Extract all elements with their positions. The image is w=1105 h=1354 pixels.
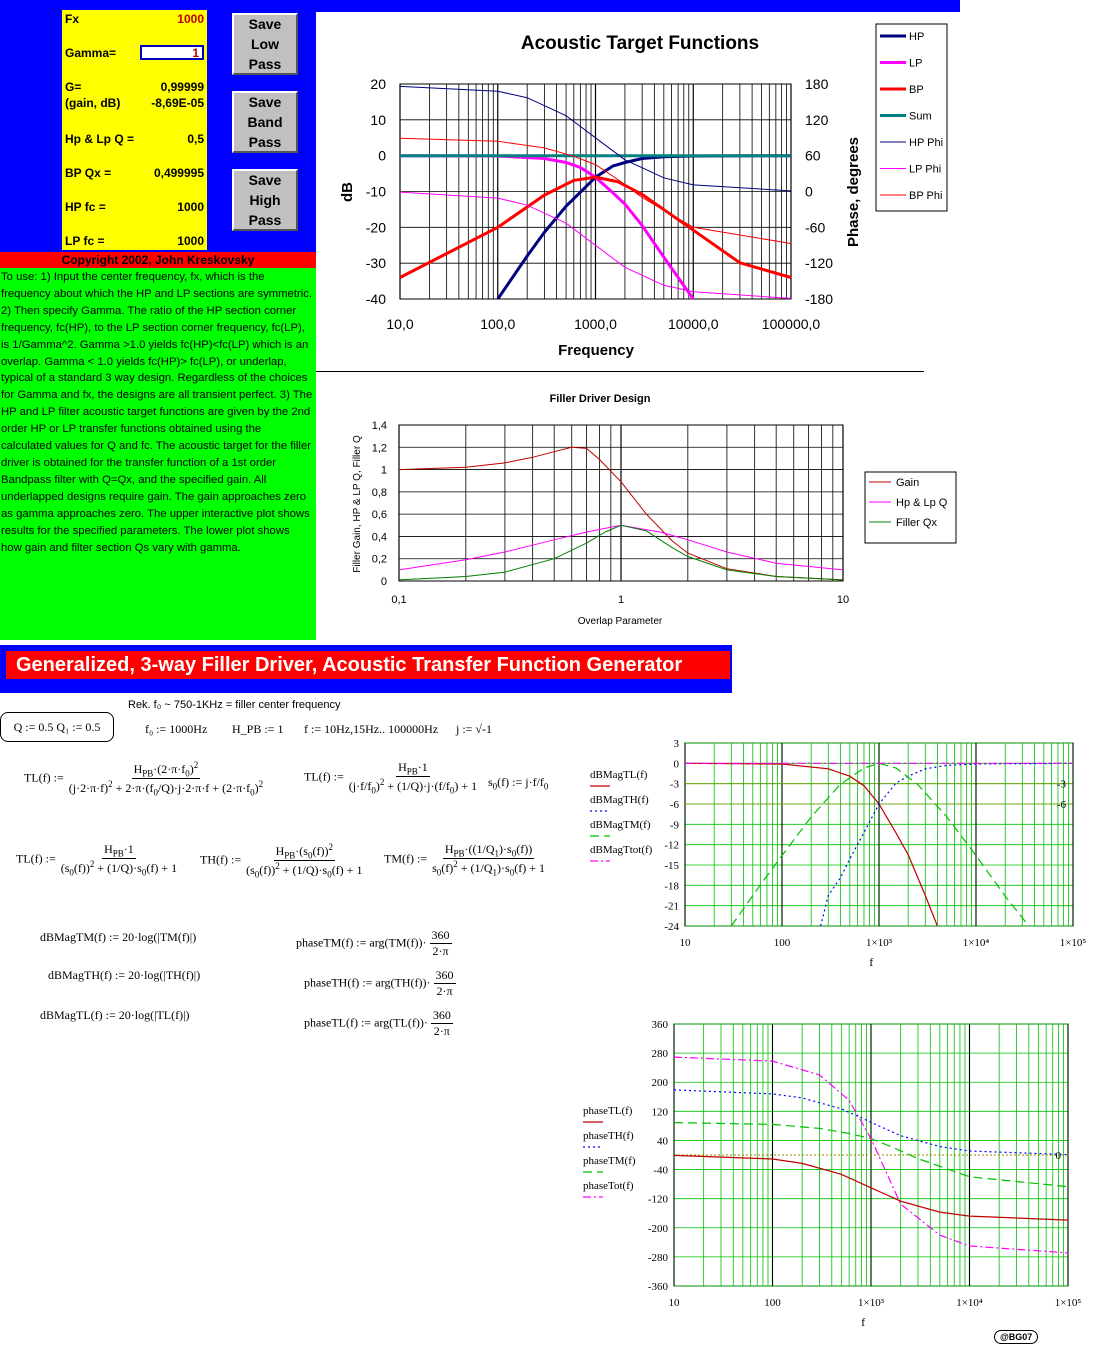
phase-tl-den: 2·π xyxy=(433,1024,450,1038)
legend-label: phaseTot(f) xyxy=(583,1180,634,1192)
banner-title: Generalized, 3-way Filler Driver, Acoustic Transfer Function Generator xyxy=(6,651,730,679)
f0-definition: f₀ := 1000Hz xyxy=(145,722,208,736)
legend-label: HP xyxy=(909,31,925,43)
fx-input[interactable]: 1000 xyxy=(177,12,204,26)
magnitude-plot xyxy=(585,708,1105,978)
y-tick-label: 0 xyxy=(380,576,387,588)
phase-th-den: 2·π xyxy=(436,984,453,998)
y-tick-label: 0 xyxy=(673,758,679,771)
save-low-pass-button[interactable]: Save Low Pass xyxy=(232,13,298,75)
phase-tm-den: 2·π xyxy=(432,944,449,958)
x-tick-label: 10,0 xyxy=(386,316,414,332)
legend-label: phaseTM(f) xyxy=(583,1155,636,1167)
y-tick-label: -18 xyxy=(664,880,679,893)
x-tick-label: 10 xyxy=(679,937,691,949)
x-tick-label: 1×10⁴ xyxy=(962,937,990,949)
legend-label: HP Phi xyxy=(909,137,944,149)
lp-fc-row xyxy=(65,234,204,250)
y-tick-label: -9 xyxy=(669,819,679,832)
g-row xyxy=(65,80,204,96)
y2-tick-label: 120 xyxy=(805,111,829,128)
y-tick-label: 360 xyxy=(651,1019,668,1031)
save-band-pass-button[interactable]: Save Band Pass xyxy=(232,91,298,153)
legend-label: LP Phi xyxy=(909,163,942,176)
legend-label: Filler Qx xyxy=(896,517,937,529)
y-tick-label: 120 xyxy=(651,1106,668,1119)
bp-qx-value: 0,499995 xyxy=(153,166,204,180)
y-tick-label: 0 xyxy=(378,147,386,164)
y-tick-label: -40 xyxy=(365,291,386,307)
y-tick-label: 0,6 xyxy=(371,509,387,522)
y-tick-label: 1 xyxy=(380,464,387,477)
acoustic-target-chart xyxy=(316,12,944,371)
x-tick-label: 100 xyxy=(773,937,791,949)
y-tick-label: 200 xyxy=(651,1077,668,1090)
y-tick-label: -30 xyxy=(365,255,386,272)
x-tick-label: 10 xyxy=(668,1297,680,1309)
x-tick-label: 1000,0 xyxy=(574,316,617,332)
x-tick-label: 1×10⁵ xyxy=(1054,1297,1082,1309)
hpb-definition: H_PB := 1 xyxy=(232,722,284,736)
x-tick-label: 10 xyxy=(836,594,850,606)
x-axis-label: Overlap Parameter xyxy=(577,616,663,627)
gamma-label: Gamma= xyxy=(65,46,117,60)
y-tick-label: -24 xyxy=(664,921,679,933)
tl-equation-normalized: TL(f) := $\frac{H_{PB}\cdot 1}{(j\cdot f/f_0)^2 + (1/Q)\cdot j\cdot(f/f_0) + 1}$ xyxy=(304,760,478,796)
fx-label: Fx xyxy=(65,12,80,26)
y2-tick-label: 0 xyxy=(805,183,813,200)
instructions-text: To use: 1) Input the center frequency, fx, which is the frequency about which the HP and LP sections are symmetric. 2) Then specify Gamma. The ratio of the HP section corner frequency, fc(HP), to the LP section corner frequency, fc(LP), is 1/Gamma^2. Gamma >1.0 yields fc(HP)<fc(LP) which is an overlap. Gamma < 1.0 yields fc(HP)> fc(LP), or underlap, typical of a standard 3 way design. Regardless of the choices for Gamma and fx, the designs are all transient perfect. 3) The HP and LP filter acoustic target functions are given by the 2nd order HP or LP transfer functions obtained using the calculated values for Q and fc. The acoustic target for the filler driver is obtained for the transfer function of a 1st order Bandpass filter with Q=Qx, and the specified gain. All underlapped designs require gain. The gain approaches zero as gamma approaches zero. The upper interactive plot shows results for the specified parameters. The lower plot shows how gain and filter section Qs vary with gamma. xyxy=(0,268,316,640)
save-high-pass-button[interactable]: Save High Pass xyxy=(232,169,298,231)
y2-tick-label: 60 xyxy=(805,147,821,164)
x-tick-label: 10000,0 xyxy=(667,316,719,332)
hplp-q-value: 0,5 xyxy=(187,132,204,146)
y-tick-label: -200 xyxy=(647,1222,668,1235)
marker-label: -6 xyxy=(1056,799,1066,811)
y-tick-label: 0,2 xyxy=(371,553,387,566)
legend-label: BP xyxy=(909,84,924,96)
y-tick-label: -6 xyxy=(669,799,679,811)
legend-label: phaseTH(f) xyxy=(583,1130,634,1142)
phase-th-text: phaseTH(f) := arg(TH(f))· xyxy=(304,975,431,990)
phase-th-definition xyxy=(304,968,456,999)
lp-fc-value: 1000 xyxy=(177,234,204,248)
hp-fc-value: 1000 xyxy=(177,200,204,214)
gain-db-label: (gain, dB) xyxy=(65,96,121,110)
phase-tl-num: 360 xyxy=(432,1008,451,1022)
y2-tick-label: -120 xyxy=(805,255,834,272)
lp-fc-label: LP fc = xyxy=(65,234,105,248)
parameter-panel xyxy=(62,10,207,250)
phase-tm-num: 360 xyxy=(431,928,450,942)
x-tick-label: 100 xyxy=(764,1297,781,1309)
legend-label: Gain xyxy=(896,477,920,489)
x-tick-label: 100,0 xyxy=(480,316,516,332)
j-definition: j := √-1 xyxy=(456,722,493,736)
y-tick-label: 10 xyxy=(370,111,386,128)
hp-fc-row xyxy=(65,200,204,216)
marker-label: -3 xyxy=(1056,778,1066,791)
y-tick-label: -10 xyxy=(365,183,386,200)
dbmag-th-definition: dBMagTH(f) := 20·log(|TH(f)|) xyxy=(48,968,201,982)
gain-db-row xyxy=(65,96,204,112)
y-tick-label: -3 xyxy=(669,778,679,791)
g-value: 0,99999 xyxy=(160,80,204,94)
y-tick-label: 1,4 xyxy=(371,420,387,432)
chart-divider xyxy=(316,371,924,372)
phase-tm-text: phaseTM(f) := arg(TM(f))· xyxy=(296,935,427,950)
y-axis-label: dB xyxy=(339,182,356,202)
hp-fc-label: HP fc = xyxy=(65,200,106,214)
q-definitions-box[interactable]: Q := 0.5 Q₁ := 0.5 xyxy=(0,712,114,742)
y-tick-label: 280 xyxy=(651,1048,668,1061)
gamma-input[interactable] xyxy=(140,45,204,60)
hplp-q-label: Hp & Lp Q = xyxy=(65,132,134,146)
center-frequency-note: Rek. f₀ ~ 750-1KHz = filler center frequency xyxy=(128,699,341,711)
y-tick-label: 0,8 xyxy=(371,486,387,499)
y-tick-label: 40 xyxy=(657,1135,668,1148)
y-tick-label: 0,4 xyxy=(371,531,387,544)
tl-equation-bandpass: TL(f) := $\frac{H_{PB}\cdot(2\cdot\pi\cdot f_0)^2}{(j\cdot 2\cdot\pi\cdot f)^2 + 2\cdot\pi\cdot(f_0/Q)\cdot j\cdot 2\cdot\pi\cdot f + (2\cdot\pi\cdot f_0)^2}$ xyxy=(24,760,264,798)
y-tick-label: -280 xyxy=(647,1251,668,1264)
x-tick-label: 1×10⁴ xyxy=(956,1297,983,1309)
x-axis-label: f xyxy=(869,955,874,969)
gamma-value: 1 xyxy=(192,46,199,60)
legend-label: dBMagTM(f) xyxy=(590,819,651,831)
x-tick-label: 1×10³ xyxy=(865,937,893,949)
fx-row xyxy=(65,12,204,28)
x-axis-label: f xyxy=(861,1315,866,1329)
y2-tick-label: -180 xyxy=(805,291,834,307)
g-label: G= xyxy=(65,80,82,94)
marker-label: 0 xyxy=(1055,1150,1061,1162)
legend-label: LP xyxy=(909,57,923,70)
chart-area xyxy=(316,12,948,640)
chart-title: Acoustic Target Functions xyxy=(520,33,760,54)
y-tick-label: -20 xyxy=(365,219,386,236)
th-equation: TH(f) := $\frac{H_{PB}\cdot(s_0(f))^2}{(s_0(f))^2 + (1/Q)\cdot s_0(f) + 1}$ xyxy=(200,842,363,880)
dbmag-tm-definition: dBMagTM(f) := 20·log(|TM(f)|) xyxy=(40,930,197,944)
legend-label: dBMagTH(f) xyxy=(590,794,649,806)
hplp-q-row xyxy=(65,132,204,148)
y2-tick-label: 180 xyxy=(805,76,829,92)
tl-equation-s0: TL(f) := $\frac{H_{PB}\cdot 1}{(s_0(f))^2 + (1/Q)\cdot s_0(f) + 1}$ xyxy=(16,842,178,878)
y-tick-label: 3 xyxy=(673,738,679,750)
phase-plot xyxy=(578,1014,1098,1334)
y2-tick-label: -60 xyxy=(805,219,826,236)
y-tick-label: -21 xyxy=(664,900,679,913)
legend-label: Hp & Lp Q xyxy=(896,497,948,509)
gain-db-value: -8,69E-05 xyxy=(151,96,204,110)
phase-th-num: 360 xyxy=(435,968,454,982)
legend-label: Sum xyxy=(909,110,932,123)
legend-label: dBMagTL(f) xyxy=(590,769,648,781)
chart-title: Filler Driver Design xyxy=(549,393,651,405)
y-tick-label: 1,2 xyxy=(371,442,387,455)
signature-badge: @BG07 xyxy=(994,1330,1038,1344)
copyright-bar: Copyright 2002, John Kreskovsky xyxy=(0,252,316,268)
y-tick-label: -12 xyxy=(664,839,679,852)
filler-driver-chart xyxy=(316,380,948,640)
x-tick-label: 1×10³ xyxy=(857,1297,885,1309)
phase-tl-text: phaseTL(f) := arg(TL(f))· xyxy=(304,1015,428,1030)
bp-qx-label: BP Qx = xyxy=(65,166,112,180)
y-tick-label: -120 xyxy=(647,1193,668,1206)
phase-tl-definition xyxy=(304,1008,453,1039)
y-tick-label: 20 xyxy=(370,76,386,92)
y-tick-label: -360 xyxy=(647,1281,668,1293)
x-tick-label: 1×10⁵ xyxy=(1059,937,1087,949)
x-tick-label: 0,1 xyxy=(391,594,407,606)
legend-label: phaseTL(f) xyxy=(583,1105,633,1117)
legend-label: BP Phi xyxy=(909,190,943,202)
bp-qx-row xyxy=(65,166,204,182)
frequency-range-definition: f := 10Hz,15Hz.. 100000Hz xyxy=(304,722,439,736)
x-tick-label: 100000,0 xyxy=(761,316,821,332)
phase-tm-definition xyxy=(296,928,452,959)
tm-equation: TM(f) := $\frac{H_{PB}\cdot((1/Q_1)\cdot s_0(f))}{s_0(f)^2 + (1/Q_1)\cdot s_0(f) + 1}$ xyxy=(384,842,545,878)
y-axis-label: Filler Gain, HP & LP Q, Filler Q xyxy=(352,435,363,573)
y-tick-label: -15 xyxy=(664,860,679,872)
x-tick-label: 1 xyxy=(617,594,625,606)
legend-label: dBMagTtot(f) xyxy=(590,844,653,856)
y2-axis-label: Phase, degrees xyxy=(845,136,862,248)
dbmag-tl-definition: dBMagTL(f) := 20·log(|TL(f)|) xyxy=(40,1008,190,1022)
x-axis-label: Frequency xyxy=(558,342,634,359)
y-tick-label: -40 xyxy=(653,1164,668,1177)
s0-definition: $s_0(f)$ := $j\cdot f/f_0$ xyxy=(488,775,549,792)
